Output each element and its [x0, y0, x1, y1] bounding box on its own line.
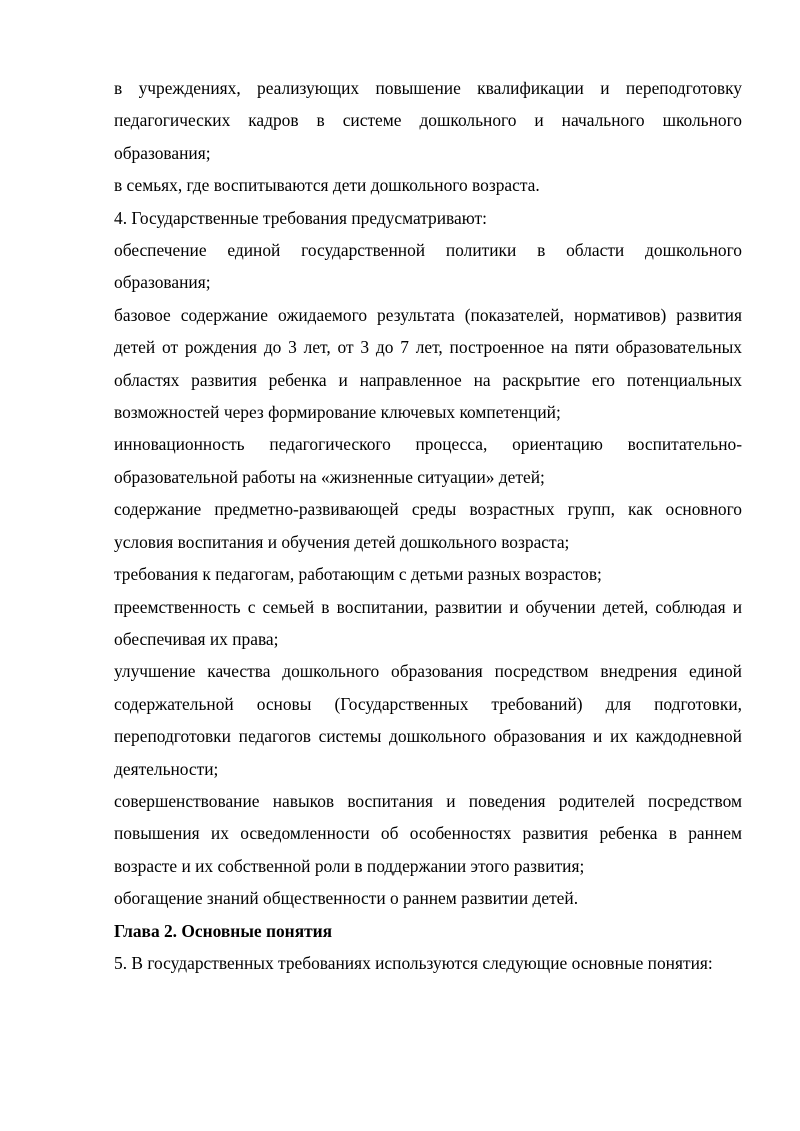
paragraph-unified-policy: обеспечение единой государственной политики в области дошкольного образования;	[114, 240, 742, 293]
paragraph-quality-improvement: улучшение качества дошкольного образования посредством внедрения единой содержательной основы (Государственных требований) для подготовки, переподготовки педагогов системы дошкольного образования и их каждодневной деятельности;	[114, 661, 742, 779]
paragraph-environment: содержание предметно-развивающей среды возрастных групп, как основного условия воспитания и обучения детей дошкольного возраста;	[114, 499, 742, 552]
paragraph-innovation: инновационность педагогического процесса, ориентацию воспитательно-образовательной работы на «жизненные ситуации» детей;	[114, 434, 742, 487]
paragraph-basic-content: базовое содержание ожидаемого результата (показателей, нормативов) развития детей от рождения до 3 лет, от 3 до 7 лет, построенное на пяти образовательных областях развития ребенка и направленное на раскрытие его потенциальных возможностей через формирование ключевых компетенций;	[114, 304, 742, 423]
paragraph-teacher-requirements: требования к педагогам, работающим с детьми разных возрастов;	[114, 564, 602, 585]
paragraph-family-continuity: преемственность с семьей в воспитании, развитии и обучении детей, соблюдая и обеспечивая их права;	[114, 596, 742, 649]
document-page	[114, 72, 742, 979]
paragraph-parent-skills: совершенствование навыков воспитания и поведения родителей посредством повышения их осведомленности об особенностях развития ребенка в раннем возрасте и их собственной роли в поддержании этого развития;	[114, 790, 742, 876]
chapter-heading: Глава 2. Основные понятия	[114, 920, 333, 941]
paragraph-institutions: в учреждениях, реализующих повышение квалификации и переподготовку педагогических кадров в системе дошкольного и начального школьного образования;	[114, 78, 742, 163]
paragraph-item-4-intro: 4. Государственные требования предусматривают:	[114, 207, 487, 228]
paragraph-item-5-intro: 5. В государственных требованиях используются следующие основные понятия:	[114, 952, 713, 973]
paragraph-families: в семьях, где воспитываются дети дошкольного возраста.	[114, 175, 540, 196]
paragraph-public-knowledge: обогащение знаний общественности о раннем развитии детей.	[114, 888, 579, 909]
